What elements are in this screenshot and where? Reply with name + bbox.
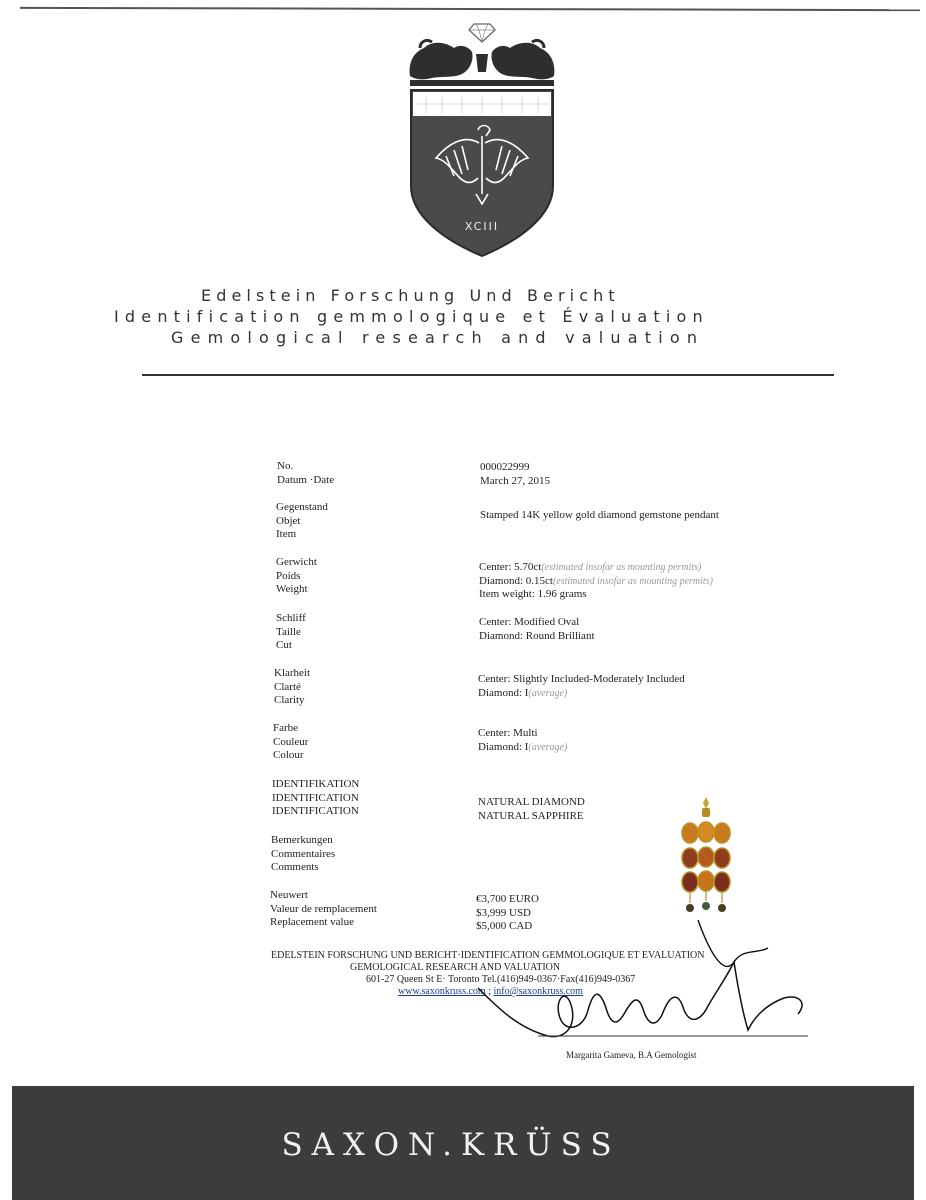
brand-name: SAXON.KRÜSS xyxy=(281,1127,621,1163)
header-title-fr: Identification gemmologique et Évaluation xyxy=(114,307,709,326)
certificate-date: March 27, 2015 xyxy=(480,474,550,487)
header-title-de: Edelstein Forschung Und Bericht xyxy=(201,286,620,305)
colour-values: Center: Multi Diamond: I(average) xyxy=(478,727,568,753)
griffin-right-icon xyxy=(491,40,554,79)
page-top-border xyxy=(20,7,920,11)
cut-labels: Schliff Taille Cut xyxy=(276,612,306,651)
value-euro: €3,700 EURO xyxy=(476,893,539,905)
footer-links: www.saxonkruss.com ; info@saxonkruss.com xyxy=(398,986,583,997)
identification-labels: IDENTIFIKATION IDENTIFICATION IDENTIFICATION xyxy=(272,778,360,817)
replacement-labels: Neuwert Valeur de remplacement Replacement value xyxy=(270,889,377,928)
value-cad: $5,000 CAD xyxy=(476,920,533,932)
cut-values: Center: Modified Oval Diamond: Round Brilliant xyxy=(479,616,595,642)
footer-address: 601-27 Queen St E· Toronto Tel.(416)949-0367·Fax(416)949-0367 xyxy=(366,974,636,985)
identification-values: NATURAL DIAMOND NATURAL SAPPHIRE xyxy=(478,796,585,822)
footer-line-2: GEMOLOGICAL RESEARCH AND VALUATION xyxy=(350,962,561,973)
footer-line-1: EDELSTEIN FORSCHUNG UND BERICHT·IDENTIFICATION GEMMOLOGIQUE ET EVALUATION xyxy=(271,950,705,961)
item-labels: Gegenstand Objet Item xyxy=(276,501,328,540)
griffin-left-icon xyxy=(410,40,473,79)
signature xyxy=(438,918,818,1048)
email-link[interactable]: info@saxonkruss.com xyxy=(493,986,583,997)
weight-labels: Gerwicht Poids Weight xyxy=(276,556,317,595)
diamond-icon xyxy=(469,24,495,42)
website-link[interactable]: www.saxonkruss.com xyxy=(398,986,486,997)
crest-emblem xyxy=(402,18,562,258)
certificate-number: 000022999 xyxy=(480,461,530,473)
pendant-photo xyxy=(676,795,736,920)
weight-values: Center: 5.70ct(estimated insofar as mounting permits) Diamond: 0.15ct(estimated insofar as mounting permits) Item weight: 1.96 grams xyxy=(479,561,713,600)
comments-labels: Bemerkungen Commentaires Comments xyxy=(271,834,336,873)
clarity-values: Center: Slightly Included-Moderately Included Diamond: I(average) xyxy=(478,673,685,699)
number-date-values xyxy=(480,461,550,488)
gemologist-name: Margarita Gameva, B.A Gemologist xyxy=(566,1050,697,1060)
colour-labels: Farbe Couleur Colour xyxy=(273,722,309,761)
clarity-labels: Klarheit Clarté Clarity xyxy=(274,667,311,706)
item-value: Stamped 14K yellow gold diamond gemstone pendant xyxy=(480,509,719,521)
crest-numeral: XCIII xyxy=(464,220,500,233)
header-title-en: Gemological research and valuation xyxy=(171,328,705,347)
value-usd: $3,999 USD xyxy=(476,906,532,919)
header-divider xyxy=(142,374,834,376)
number-date-labels: No. Datum ·Date xyxy=(277,460,335,486)
